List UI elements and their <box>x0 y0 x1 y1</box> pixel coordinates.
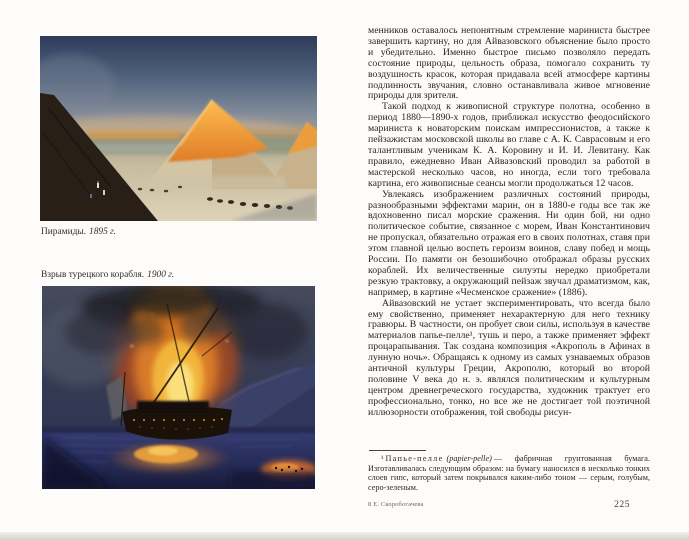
paragraph-1: менников оставалось непонятным стремление мариниста быстрее завершить картину, но для Айвазовского объяснение было просто и убедительно. Именно быстрое письмо позволяло передать состояние природы, цельность образа, помогало сохранить ту воздушность красок, которая придавала всей атмосфере картины подлинность звучания, словно останавливала живое мгновение природы для зрителя. <box>368 26 650 102</box>
scan-edge-shadow <box>0 532 689 540</box>
footnote-text: — фабричная грунтованная бумага. Изготавливалась следующим образом: на бумагу наносился в несколько тонких слоев гипс, который затем покрывался каким-либо тоном — серым, голубым, серо-зеленым. <box>368 454 650 493</box>
pyramids-caption <box>41 227 116 238</box>
print-signature: 8 Е. Скоробогачева <box>368 501 424 508</box>
ship-explosion-caption <box>41 270 174 281</box>
ship-explosion-caption-title: Взрыв турецкого корабля. <box>41 270 145 280</box>
footnote-rule <box>369 450 426 451</box>
body-text <box>368 26 650 447</box>
ship-explosion-caption-year: 1900 г. <box>147 270 175 280</box>
paragraph-2: Такой подход к живописной структуре полотна, особенно в период 1880—1890-х годов, приближал искусство феодосийского мариниста к новаторским поискам импрессионистов, а также к пейзажистам московской школы во главе с А. К. Саврасовым и его талантливым ученикам К. А. Коровину и И. И. Левитану. Как правило, ежедневно Иван Айвазовский проводил за работой в мастерской несколько часов, но иногда, если того требовала картина, его живописные сеансы могли продолжаться 12 часов. <box>368 101 650 189</box>
page-footer <box>368 499 640 511</box>
footnote-marker: ¹ <box>381 454 384 463</box>
footnote-term: Папье-пелле <box>385 454 444 463</box>
pyramids-painting-image <box>40 36 317 221</box>
pyramids-caption-title: Пирамиды. <box>41 227 86 237</box>
ship-explosion-painting-image <box>42 286 315 489</box>
page-number: 225 <box>614 499 630 510</box>
footnote-term-latin: (papier-pelle) <box>446 454 492 463</box>
paragraph-4: Айвазовский не устает экспериментировать, что всегда было ему свойственно, применяет нехарактерную для него технику гравюры. В частности, он пробует свои силы, используя в качестве материалов папье-пелле¹, тушь и перо, а также применяет эффект процарапывания. Так создана композиция «Акрополь в Афинах в лунную ночь». Обращаясь к одному из самых узнаваемых образов античной культуры Греции, Акрополю, который во второй половине V века до н. э. являлся политическим и культурным центром древнегреческого государства, художник трактует его профессионально, тонко, но все же не достигает той поэтичной иллюзорности отображения, той свободы рисун- <box>368 297 650 418</box>
footnote <box>368 454 650 493</box>
pyramids-caption-year: 1895 г. <box>89 227 116 237</box>
paragraph-3: Увлекаясь изображением различных состояний природы, разнообразными эффектами марин, он в 1880-е годы все так же вдохновенно писал морские сражения. Ни один бой, ни одно политическое событие, связанное с морем, Иван Константинович не пропускал, обязательно отражая его в своих полотнах, ставя при этом главной целью воспеть героизм воинов, славу побед и мощь России. По памяти он безошибочно отображал образы русских кораблей. Их величественные силуэты нередко приобретали резкую трактовку, а окружающий пейзаж звучал драматизмом, как, например, в картине «Чесменское сражение» (1886). <box>368 188 650 298</box>
